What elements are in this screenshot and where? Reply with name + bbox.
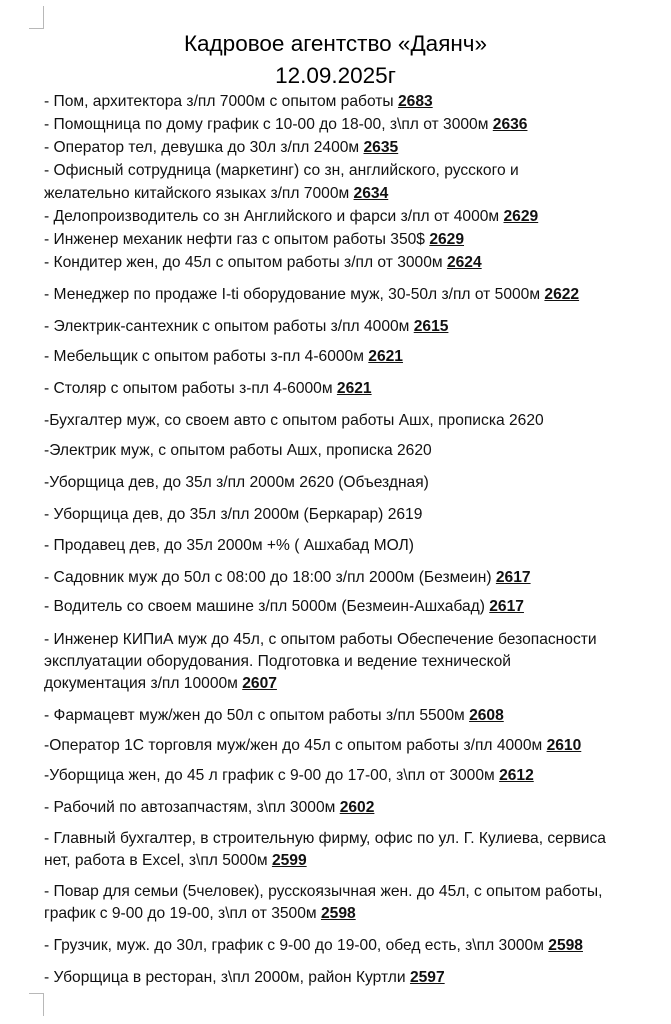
vacancy-text: - Садовник муж до 50л с 08:00 до 18:00 з/пл 2000м (Безмеин) [44, 569, 496, 586]
vacancy-text: - Главный бухгалтер, в строительную фирму, офис по ул. Г. Кулиева, сервиса [44, 830, 606, 847]
vacancy-text: - Офисный сотрудница (маркетинг) со зн, английского, русского и [44, 162, 519, 179]
vacancy-text: - Электрик-сантехник с опытом работы з/пл 4000м [44, 318, 414, 335]
vacancy-code: 2598 [548, 937, 583, 954]
vacancy-text: эксплуатации оборудования. Подготовка и ведение технической [44, 653, 511, 670]
vacancy-line [44, 567, 670, 589]
vacancy-code: 2608 [469, 707, 504, 724]
vacancy-line [44, 850, 670, 872]
vacancy-text: -Электрик муж, с опытом работы Ашх, прописка 2620 [44, 442, 432, 459]
vacancy-text: - Уборщица в ресторан, з\пл 2000м, район Куртли [44, 969, 410, 986]
vacancy-line [44, 967, 670, 989]
vacancy-code: 2629 [503, 208, 539, 225]
vacancy-code: 2617 [489, 598, 524, 615]
vacancy-line [44, 206, 670, 228]
vacancy-text: нет, работа в Excel, з\пл 5000м [44, 852, 272, 869]
vacancy-line [44, 535, 670, 557]
vacancy-code: 2634 [353, 185, 389, 202]
vacancy-line [44, 735, 670, 757]
vacancy-line [44, 881, 670, 903]
vacancy-text: - Пом, архитектора з/пл 7000м с опытом работы [44, 93, 398, 110]
document-title: Кадровое агентство «Даянч» [183, 31, 488, 56]
vacancy-text: - Фармацевт муж/жен до 50л с опытом работы з/пл 5500м [44, 707, 470, 724]
vacancy-code: 2612 [499, 767, 534, 784]
vacancy-code: 2617 [495, 569, 531, 586]
vacancy-code: 2597 [409, 969, 445, 986]
vacancy-line [44, 316, 670, 338]
vacancy-text: - Рабочий по автозапчастям, з\пл 3000м [44, 799, 340, 816]
vacancy-line [44, 378, 670, 400]
vacancy-line [44, 410, 670, 432]
vacancy-line [44, 252, 670, 274]
vacancy-code: 2635 [363, 139, 399, 156]
vacancy-line [44, 183, 670, 205]
vacancy-code: 2615 [413, 318, 449, 335]
vacancy-text: - Мебельщик с опытом работы з-пл 4-6000м [44, 348, 369, 365]
vacancy-text: - Помощница по дому график с 10-00 до 18-00, з\пл от 3000м [44, 116, 493, 133]
vacancy-code: 2621 [336, 380, 372, 397]
vacancy-line [44, 229, 670, 251]
vacancy-text: -Бухгалтер муж, со своем авто с опытом работы Ашх, прописка 2620 [44, 412, 544, 429]
vacancy-line [44, 160, 670, 182]
vacancy-code: 2602 [339, 799, 375, 816]
vacancy-line [44, 705, 670, 727]
vacancy-line [44, 114, 670, 136]
vacancy-text: - Грузчик, муж. до 30л, график с 9-00 до 19-00, обед есть, з\пл 3000м [44, 937, 549, 954]
vacancy-line [44, 903, 670, 925]
vacancy-code: 2624 [446, 254, 482, 271]
vacancy-line [44, 629, 670, 651]
vacancy-code: 2683 [397, 93, 433, 110]
vacancy-code: 2599 [271, 852, 307, 869]
vacancy-text: - Оператор тел, девушка до 30л з/пл 2400м [44, 139, 364, 156]
vacancy-text: - Повар для семьи (5человек), русскоязычная жен. до 45л, с опытом работы, [44, 883, 603, 900]
vacancy-line [44, 765, 670, 787]
vacancy-line [44, 651, 670, 673]
vacancy-code: 2622 [544, 286, 580, 303]
vacancy-code: 2610 [546, 737, 582, 754]
document-date: 12.09.2025г [275, 63, 396, 88]
page-corner-mark-top [29, 6, 44, 29]
vacancy-line [44, 284, 670, 306]
vacancy-code: 2598 [320, 905, 356, 922]
vacancy-line [44, 797, 670, 819]
vacancy-line [44, 673, 670, 695]
vacancy-text: -Уборщица дев, до 35л з/пл 2000м 2620 (Объездная) [44, 474, 429, 491]
vacancy-line [44, 440, 670, 462]
vacancy-code: 2629 [429, 231, 465, 248]
vacancy-code: 2607 [242, 675, 277, 692]
vacancy-text: - Водитель со своем машине з/пл 5000м (Безмеин-Ашхабад) [44, 598, 490, 615]
vacancy-line [44, 137, 670, 159]
vacancy-text: - Продавец дев, до 35л 2000м +% ( Ашхабад МОЛ) [44, 537, 414, 554]
vacancy-text: документация з/пл 10000м [44, 675, 243, 692]
vacancy-code: 2621 [368, 348, 403, 365]
vacancy-line [44, 596, 670, 618]
vacancy-code: 2636 [492, 116, 528, 133]
vacancy-text: - Столяр с опытом работы з-пл 4-6000м [44, 380, 337, 397]
vacancy-text: - Делопроизводитель со зн Английского и фарси з/пл от 4000м [44, 208, 504, 225]
vacancy-text: -Оператор 1С торговля муж/жен до 45л с опытом работы з/пл 4000м [44, 737, 547, 754]
vacancy-line [44, 504, 670, 526]
vacancy-text: график с 9-00 до 19-00, з\пл от 3500м [44, 905, 321, 922]
page-corner-mark-bottom [29, 993, 44, 1016]
vacancy-text: - Инженер механик нефти газ с опытом работы 350$ [44, 231, 430, 248]
vacancy-line [44, 91, 670, 113]
vacancy-line [44, 935, 670, 957]
vacancy-text: -Уборщица жен, до 45 л график с 9-00 до 17-00, з\пл от 3000м [44, 767, 500, 784]
vacancy-text: - Уборщица дев, до 35л з/пл 2000м (Беркарар) 2619 [44, 506, 423, 523]
vacancy-text: - Менеджер по продаже I-ti оборудование муж, 30-50л з/пл от 5000м [44, 286, 545, 303]
vacancy-text: желательно китайского языках з/пл 7000м [44, 185, 354, 202]
vacancy-text: - Инженер КИПиА муж до 45л, с опытом работы Обеспечение безопасности [44, 631, 597, 648]
vacancy-line [44, 346, 670, 368]
vacancy-line [44, 472, 670, 494]
vacancy-text: - Кондитер жен, до 45л с опытом работы з/пл от 3000м [44, 254, 447, 271]
vacancy-line [44, 828, 670, 850]
